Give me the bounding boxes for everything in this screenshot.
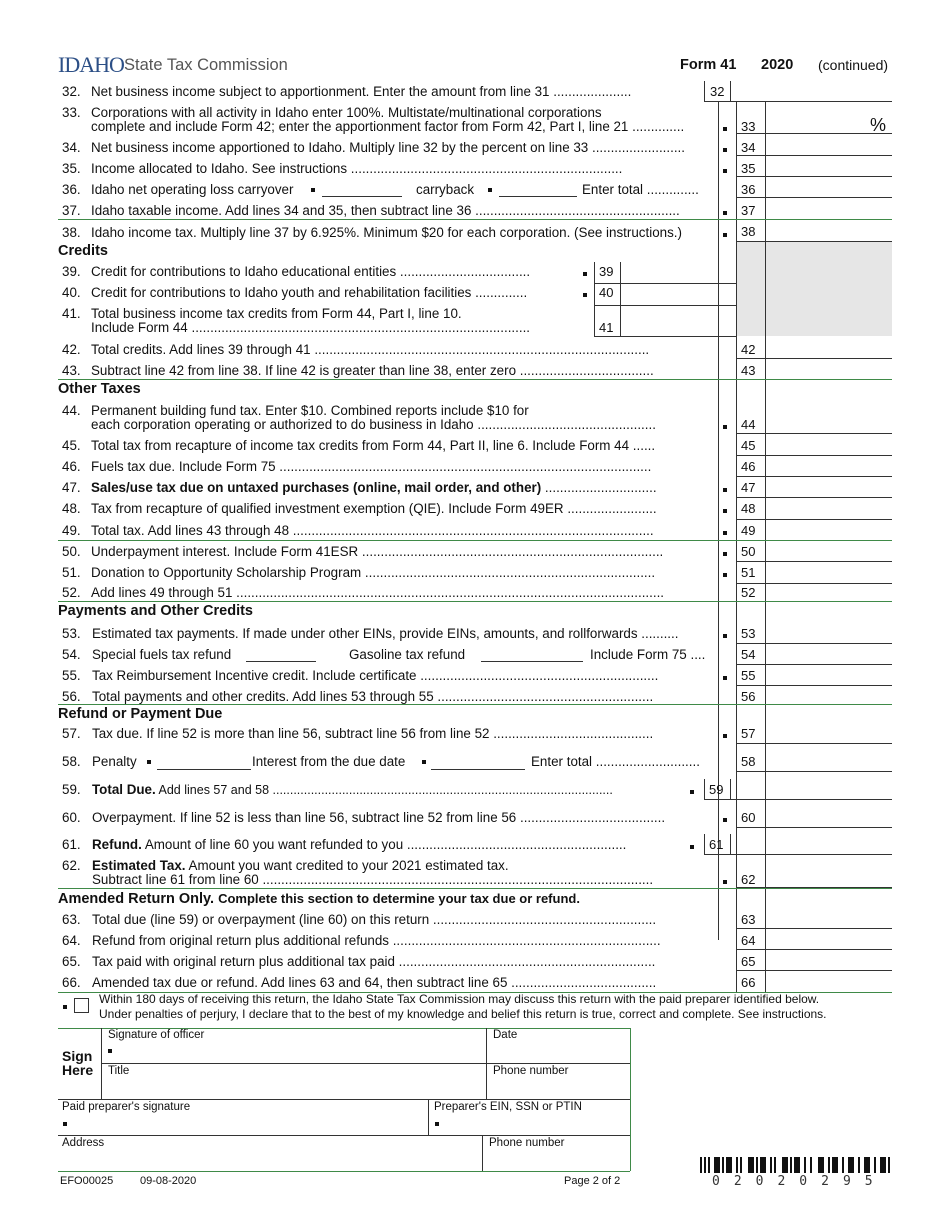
section-payments: Payments and Other Credits (58, 603, 253, 619)
line-41-label-cont: Include Form 44 ........................................................................................... (91, 320, 531, 335)
date-label: Date (493, 1029, 518, 1041)
line-number: 63. (62, 912, 81, 927)
line-62-label-cont: Subtract line 61 from line 60 ......................................................................................................... (92, 872, 654, 887)
divider (594, 262, 595, 336)
bullet (723, 127, 727, 131)
line-50-label: Underpayment interest. Include Form 41ESR ................................................................................. (91, 544, 664, 559)
line-64-label: Refund from original return plus additional refunds ........................................................................ (92, 933, 661, 948)
line-56-label: Total payments and other credits. Add lines 53 through 55 .......................................................... (92, 689, 654, 704)
officer-signature-label: Signature of officer (108, 1029, 205, 1041)
line-64-box: 64 (741, 933, 756, 948)
divider (704, 779, 705, 799)
line-65-box: 65 (741, 954, 756, 969)
line-44-label-cont: each corporation operating or authorized to do business in Idaho ................................................ (91, 417, 656, 432)
barcode-digits: 02020295 (712, 1174, 887, 1189)
preparer-signature-label: Paid preparer's signature (62, 1101, 191, 1113)
section-other-taxes: Other Taxes (58, 381, 141, 397)
line-38-label: Idaho income tax. Multiply line 37 by 6.925%. Minimum $20 for each corporation. (See instructions.) (91, 225, 682, 240)
form-year: 2020 (761, 57, 794, 73)
line-41-box: 41 (599, 320, 614, 335)
line-61-bold: Refund. (92, 837, 142, 852)
divider (620, 262, 621, 336)
form-header (58, 52, 892, 78)
line-59-leader: Add lines 57 and 58 .................................................................................................. (155, 783, 613, 797)
line-number: 53. (62, 626, 81, 641)
title-field[interactable] (108, 1078, 480, 1098)
line-number: 32. (62, 84, 81, 99)
penalty-field[interactable] (157, 769, 251, 770)
line-44-box: 44 (741, 417, 756, 432)
bullet (723, 509, 727, 513)
bullet (488, 188, 492, 192)
line-54-box: 54 (741, 647, 756, 662)
percent-sign: % (870, 115, 887, 135)
line-59-box: 59 (709, 782, 724, 797)
line-number: 59. (62, 782, 81, 797)
line-58-box: 58 (741, 754, 756, 769)
continued-label: (continued) (818, 57, 889, 73)
line-61-leader: Amount of line 60 you want refunded to you ........................................................... (141, 837, 627, 852)
line-number: 40. (62, 285, 81, 300)
officer-signature-field[interactable] (114, 1042, 480, 1062)
line-66-label: Amended tax due or refund. Add lines 63 and 64, then subtract line 65 ....................................... (92, 975, 657, 990)
line-number: 50. (62, 544, 81, 559)
bullet (583, 293, 587, 297)
line-57-box: 57 (741, 726, 756, 741)
line-47-leader: .............................. (541, 480, 657, 495)
interest-label: Interest from the due date (252, 754, 406, 769)
line-52-box: 52 (741, 585, 756, 600)
line-49-box: 49 (741, 523, 756, 538)
line-46-label: Fuels tax due. Include Form 75 .................................................................................................... (91, 459, 652, 474)
line-39-box: 39 (599, 264, 614, 279)
line-number: 35. (62, 161, 81, 176)
line-41-label: Total business income tax credits from Form 44, Part I, line 10. (91, 306, 462, 321)
sign-here-label: Sign (62, 1048, 93, 1064)
line-number: 45. (62, 438, 81, 453)
form-code: EFO00025 (60, 1175, 114, 1187)
nol-carryover-field[interactable] (322, 196, 402, 197)
line-51-box: 51 (741, 565, 756, 580)
line-35-box: 35 (741, 161, 756, 176)
bullet (723, 734, 727, 738)
line-65-label: Tax paid with original return plus additional tax paid ..................................................................... (92, 954, 656, 969)
line-number: 61. (62, 837, 81, 852)
line-48-label: Tax from recapture of qualified investment exemption (QIE). Include Form 49ER ........................ (91, 501, 657, 516)
line-number: 41. (62, 306, 81, 321)
line-33-label-cont: complete and include Form 42; enter the apportionment factor from Form 42, Part I, line 21 .............. (91, 119, 685, 134)
gasoline-label: Gasoline tax refund (349, 647, 466, 662)
line-49-label: Total tax. Add lines 43 through 48 ................................................................................................. (91, 523, 654, 538)
line-number: 54. (62, 647, 81, 662)
bullet (723, 531, 727, 535)
divider (704, 834, 705, 854)
line-number: 62. (62, 858, 81, 873)
bullet (63, 1005, 67, 1009)
bullet (147, 760, 151, 764)
bullet (723, 880, 727, 884)
bullet (723, 488, 727, 492)
shaded-area (736, 242, 892, 336)
bullet (723, 634, 727, 638)
preparer-notice-2: Under penalties of perjury, I declare that to the best of my knowledge and belief this return is true, correct and complete. See instructions. (99, 1007, 827, 1021)
section-refund: Refund or Payment Due (58, 706, 223, 722)
line-36-box: 36 (741, 182, 756, 197)
bullet (723, 211, 727, 215)
line-51-label: Donation to Opportunity Scholarship Program .............................................................................. (91, 565, 656, 580)
address-field[interactable] (62, 1150, 476, 1170)
line-number: 49. (62, 523, 81, 538)
line-62-bold: Estimated Tax. (92, 858, 186, 873)
divider (736, 101, 737, 992)
interest-field[interactable] (431, 769, 525, 770)
line-50-box: 50 (741, 544, 756, 559)
line-53-box: 53 (741, 626, 756, 641)
special-fuels-label: Special fuels tax refund (92, 647, 232, 662)
line-number: 46. (62, 459, 81, 474)
line-56-box: 56 (741, 689, 756, 704)
line-48-box: 48 (741, 501, 756, 516)
line-32-box: 32 (710, 84, 725, 99)
line-40-label: Credit for contributions to Idaho youth and rehabilitation facilities .............. (91, 285, 528, 300)
line-33-label: Corporations with all activity in Idaho enter 100%. Multistate/multinational corporations (91, 105, 602, 120)
divider (730, 779, 731, 799)
line-55-box: 55 (741, 668, 756, 683)
line-63-box: 63 (741, 912, 756, 927)
bullet (723, 425, 727, 429)
enter-total-label: Enter total ............................ (531, 754, 700, 769)
line-61-label (92, 837, 626, 853)
form-lines (58, 81, 892, 993)
preparer-signature-field[interactable] (70, 1114, 422, 1134)
line-62-rest: Amount you want credited to your 2021 estimated tax. (185, 858, 509, 873)
amended-title: Amended Return Only. (58, 891, 215, 907)
line-59-label (92, 782, 613, 798)
line-45-label: Total tax from recapture of income tax credits from Form 44, Part II, line 6. Include Form 44 ...... (91, 438, 656, 453)
line-34-box: 34 (741, 140, 756, 155)
line-43-box: 43 (741, 363, 756, 378)
line-57-label: Tax due. If line 52 is more than line 56, subtract line 56 from line 52 ........................................... (92, 726, 654, 741)
bullet (108, 1049, 112, 1053)
revision-date: 09-08-2020 (140, 1175, 197, 1187)
line-number: 60. (62, 810, 81, 825)
carryback-label: carryback (416, 182, 475, 197)
line-number: 48. (62, 501, 81, 516)
line-43-label: Subtract line 42 from line 38. If line 42 is greater than line 38, enter zero .................................... (91, 363, 654, 378)
line-38-box: 38 (741, 224, 756, 239)
line-40-box: 40 (599, 285, 614, 300)
line-61-box: 61 (709, 837, 724, 852)
divider (718, 101, 719, 940)
divider (730, 834, 731, 854)
line-number: 52. (62, 585, 81, 600)
line-number: 55. (62, 668, 81, 683)
line-44-label: Permanent building fund tax. Enter $10. Combined reports include $10 for (91, 403, 529, 418)
line-32-label: Net business income subject to apportionment. Enter the amount from line 31 ..................... (91, 84, 632, 99)
line-63-label: Total due (line 59) or overpayment (line 60) on this return ............................................................ (92, 912, 657, 927)
line-66-box: 66 (741, 975, 756, 990)
phone-label: Phone number (493, 1065, 569, 1077)
line-number: 43. (62, 363, 81, 378)
preparer-discuss-checkbox[interactable] (74, 998, 89, 1013)
bullet (723, 148, 727, 152)
divider (730, 81, 731, 101)
bullet (63, 1122, 67, 1126)
line-47-bold: Sales/use tax due on untaxed purchases (online, mail order, and other) (91, 480, 542, 495)
date-field[interactable] (492, 1042, 626, 1062)
bullet (690, 790, 694, 794)
barcode-icon (700, 1157, 892, 1173)
penalty-label: Penalty (92, 754, 137, 769)
line-53-label: Estimated tax payments. If made under other EINs, provide EINs, amounts, and rollforwards .......... (92, 626, 679, 641)
bullet (583, 272, 587, 276)
bullet (311, 188, 315, 192)
line-number: 57. (62, 726, 81, 741)
line-42-label: Total credits. Add lines 39 through 41 .......................................................................................... (91, 342, 650, 357)
divider (704, 81, 705, 101)
divider (765, 101, 766, 992)
line-number: 47. (62, 480, 81, 495)
line-42-box: 42 (741, 342, 756, 357)
line-number: 42. (62, 342, 81, 357)
enter-total-label: Enter total .............. (582, 182, 699, 197)
line-number: 34. (62, 140, 81, 155)
line-60-label: Overpayment. If line 52 is less than line 56, subtract line 52 from line 56 ....................................... (92, 810, 666, 825)
phone-field[interactable] (492, 1078, 626, 1098)
carryback-field[interactable] (499, 196, 577, 197)
line-33-box: 33 (741, 119, 756, 134)
line-number: 66. (62, 975, 81, 990)
bullet (435, 1122, 439, 1126)
line-number: 58. (62, 754, 81, 769)
line-35-label: Income allocated to Idaho. See instructions ......................................................................... (91, 161, 623, 176)
line-number: 37. (62, 203, 81, 218)
title-label: Title (108, 1065, 130, 1077)
line-46-box: 46 (741, 459, 756, 474)
line-number: 65. (62, 954, 81, 969)
special-fuels-field[interactable] (246, 661, 316, 662)
line-52-label: Add lines 49 through 51 ................................................................................................................... (91, 585, 665, 600)
preparer-notice-1: Within 180 days of receiving this return, the Idaho State Tax Commission may discuss this return with the paid preparer identified below. (99, 992, 820, 1006)
include-form-75-label: Include Form 75 .... (590, 647, 706, 662)
gasoline-field[interactable] (481, 661, 583, 662)
section-credits: Credits (58, 243, 108, 259)
sign-here-label: Here (62, 1062, 94, 1078)
line-number: 56. (62, 689, 81, 704)
bullet (723, 169, 727, 173)
line-37-label: Idaho taxable income. Add lines 34 and 35, then subtract line 36 ....................................................... (91, 203, 680, 218)
line-number: 51. (62, 565, 81, 580)
line-36-label: Idaho net operating loss carryover (91, 182, 294, 197)
preparer-phone-label: Phone number (489, 1137, 565, 1149)
bullet (690, 845, 694, 849)
bullet (723, 552, 727, 556)
section-amended (58, 890, 580, 908)
line-number: 44. (62, 403, 81, 418)
line-34-label: Net business income apportioned to Idaho. Multiply line 32 by the percent on line 33 ......................... (91, 140, 685, 155)
agency-name: State Tax Commission (124, 56, 288, 74)
idaho-logo: IDAHO (58, 52, 124, 77)
line-number: 39. (62, 264, 81, 279)
preparer-phone-field[interactable] (488, 1150, 626, 1170)
preparer-id-field[interactable] (442, 1114, 626, 1134)
line-number: 33. (62, 105, 81, 120)
line-60-box: 60 (741, 810, 756, 825)
line-number: 64. (62, 933, 81, 948)
bullet (723, 818, 727, 822)
line-number: 36. (62, 182, 81, 197)
line-47-box: 47 (741, 480, 756, 495)
line-62-box: 62 (741, 872, 756, 887)
line-37-box: 37 (741, 203, 756, 218)
form-number: Form 41 (680, 57, 737, 73)
address-label: Address (62, 1137, 105, 1149)
line-39-label: Credit for contributions to Idaho educational entities ................................... (91, 264, 531, 279)
preparer-id-label: Preparer's EIN, SSN or PTIN (434, 1101, 582, 1113)
line-number: 38. (62, 225, 81, 240)
line-55-label: Tax Reimbursement Incentive credit. Include certificate ................................................................ (92, 668, 659, 683)
bullet (723, 676, 727, 680)
line-59-bold: Total Due. (92, 782, 156, 797)
bullet (723, 233, 727, 237)
bullet (422, 760, 426, 764)
page-number: Page 2 of 2 (564, 1175, 621, 1187)
amended-subtitle: Complete this section to determine your tax due or refund. (218, 891, 580, 906)
line-47-label (91, 480, 657, 496)
line-45-box: 45 (741, 438, 756, 453)
bullet (723, 573, 727, 577)
